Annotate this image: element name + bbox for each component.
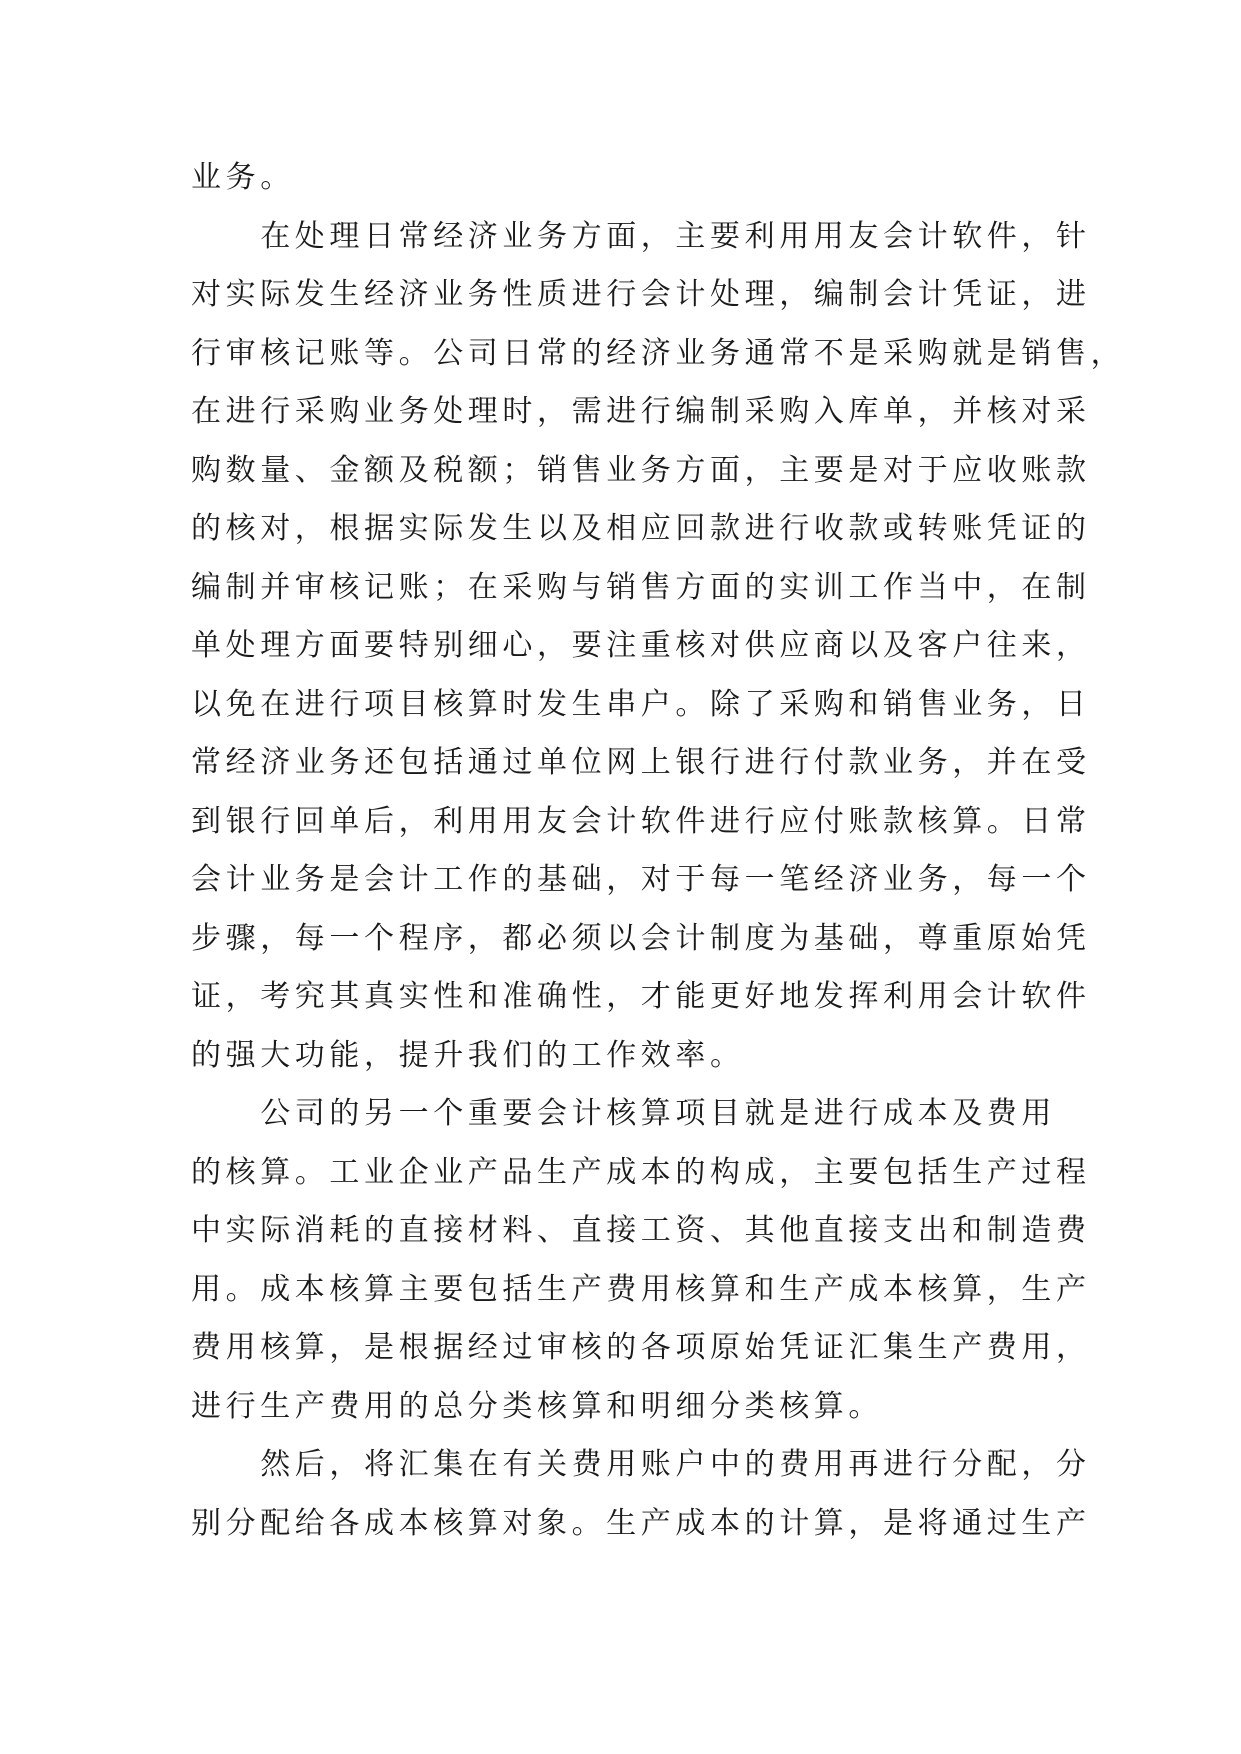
text-line: 行审核记账等。公司日常的经济业务通常不是采购就是销售， (191, 335, 1126, 371)
text-line: 步骤，每一个程序，都必须以会计制度为基础，尊重原始凭 (191, 920, 1091, 956)
text-line: 常经济业务还包括通过单位网上银行进行付款业务，并在受 (191, 745, 1091, 780)
text-line: 以免在进行项目核算时发生串户。除了采购和销售业务，日 (191, 686, 1091, 722)
text-line: 公司的另一个重要会计核算项目就是进行成本及费用 (191, 1096, 1056, 1131)
text-line: 编制并审核记账；在采购与销售方面的实训工作当中，在制 (191, 569, 1091, 605)
text-line: 然后，将汇集在有关费用账户中的费用再进行分配，分 (191, 1447, 1091, 1482)
text-line: 到银行回单后，利用用友会计软件进行应付账款核算。日常 (191, 803, 1091, 839)
text-line: 别分配给各成本核算对象。生产成本的计算，是将通过生产 (191, 1505, 1091, 1541)
text-line: 业务。 (191, 160, 295, 195)
text-line: 购数量、金额及税额；销售业务方面，主要是对于应收账款 (191, 452, 1091, 488)
text-line: 在进行采购业务处理时，需进行编制采购入库单，并核对采 (191, 394, 1091, 429)
text-line: 单处理方面要特别细心，要注重核对供应商以及客户往来， (191, 628, 1091, 663)
text-line: 用。成本核算主要包括生产费用核算和生产成本核算，生产 (191, 1271, 1091, 1307)
text-line: 中实际消耗的直接材料、直接工资、其他直接支出和制造费 (191, 1213, 1091, 1248)
text-line: 证，考究其真实性和准确性，才能更好地发挥利用会计软件 (191, 979, 1091, 1014)
text-line: 的核对，根据实际发生以及相应回款进行收款或转账凭证的 (191, 511, 1091, 546)
text-line: 在处理日常经济业务方面，主要利用用友会计软件，针 (191, 218, 1091, 254)
text-line: 进行生产费用的总分类核算和明细分类核算。 (191, 1388, 883, 1424)
text-line: 费用核算，是根据经过审核的各项原始凭证汇集生产费用， (191, 1330, 1091, 1365)
text-line: 的核算。工业企业产品生产成本的构成，主要包括生产过程 (191, 1154, 1091, 1190)
body-text (191, 149, 1126, 1553)
text-line: 的强大功能，提升我们的工作效率。 (191, 1037, 745, 1073)
text-line: 会计业务是会计工作的基础，对于每一笔经济业务，每一个 (191, 862, 1091, 897)
text-line: 对实际发生经济业务性质进行会计处理，编制会计凭证，进 (191, 277, 1091, 312)
